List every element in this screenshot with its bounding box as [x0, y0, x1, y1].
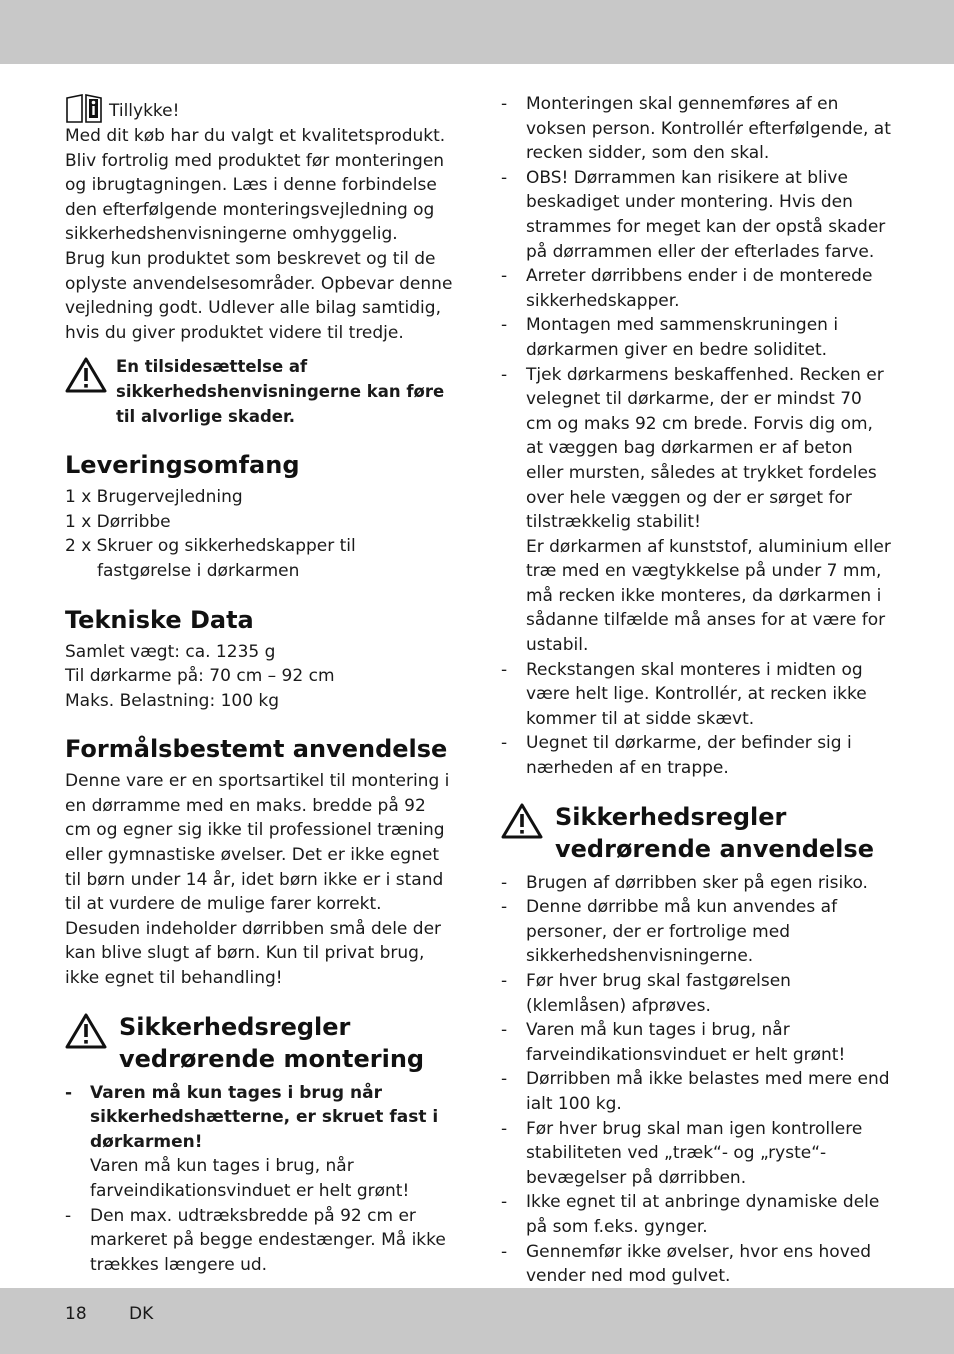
mounting-title-line-2: vedrørende montering — [119, 1044, 425, 1073]
delivery-list — [65, 485, 453, 583]
tech-list — [65, 640, 453, 714]
mounting-title — [119, 1011, 424, 1075]
bullet-dash: - — [501, 364, 508, 385]
bullet-dash: - — [65, 1205, 72, 1226]
usage-list — [501, 871, 893, 1289]
list-item: 1 x Dørribbe — [65, 511, 171, 532]
list-item-text: Monteringen skal gennemføres af en voksen person. Kontrollér efterfølgende, at recken sidder, som den skal. — [526, 94, 891, 164]
list-item — [501, 1117, 893, 1191]
mounting-title-line-1: Sikkerhedsregler — [119, 1012, 351, 1041]
list-item-text: Tjek dørkarmens beskaffenhed. Recken er velegnet til dørkarme, der er mindst 70 cm og maks 92 cm brede. Forvis dig om, at væggen bag dørkarmen er af beton eller mursten, således at trykket fordeles over hele væggen og der er sørget for tilstrækkelig stabilit! — [526, 364, 884, 533]
list-item: 1 x Brugervejledning — [65, 487, 243, 508]
list-item-text: Gennemfør ikke øvelser, hvor ens hoved vender ned mod gulvet. — [526, 1241, 872, 1287]
list-item-text: Før hver brug skal fastgørelsen (klemlåsen) afprøves. — [526, 971, 791, 1016]
list-item: Til dørkarme på: 70 cm – 92 cm — [65, 666, 335, 687]
list-item: 2 x Skruer og sikkerhedskapper til fastgørelse i dørkarmen — [65, 536, 356, 581]
list-item — [501, 1190, 893, 1239]
mounting-first-bold: Varen må kun tages i brug når sikkerhedshætterne, er skruet fast i dørkarmen! — [90, 1082, 439, 1152]
bullet-dash: - — [501, 872, 508, 893]
list-item — [501, 1067, 893, 1116]
list-item — [501, 895, 893, 969]
list-item: Maks. Belastning: 100 kg — [65, 690, 280, 711]
warning-triangle-icon — [65, 357, 107, 393]
intro-heading — [65, 92, 453, 124]
bullet-dash: - — [501, 266, 508, 287]
tech-title: Tekniske Data — [65, 605, 254, 634]
list-item — [501, 1240, 893, 1289]
list-item — [501, 658, 893, 732]
list-item-text: Montagen med sammenskruningen i dørkarmen giver en bedre soliditet. — [526, 315, 839, 360]
bullet-dash: - — [501, 733, 508, 754]
list-item-text: Før hver brug skal man igen kontrollere stabiliteten ved „træk“- og „ryste“- bevægelser på dørribben. — [526, 1118, 863, 1188]
list-item — [501, 969, 893, 1018]
bullet-dash: - — [501, 167, 508, 188]
right-column — [501, 92, 893, 1289]
usage-title — [555, 801, 874, 865]
bullet-dash: - — [501, 1118, 508, 1139]
list-item — [501, 313, 893, 362]
warning-triangle-icon — [65, 1013, 107, 1049]
intro-paragraph-2: Brug kun produktet som beskrevet og til de oplyste anvendelsesområder. Opbevar denne vejledning godt. Udlever alle bilag samtidig, hvis du giver produktet videre til tredje. — [65, 248, 453, 343]
list-item-text: Ikke egnet til at anbringe dynamiske dele på som f.eks. gynger. — [526, 1192, 880, 1237]
intro-paragraph-1: Med dit køb har du valgt et kvalitetsprodukt. Bliv fortrolig med produktet før monteringen og ibrugtagningen. Læs i denne forbindelse den efterfølgende monteringsvejledning og sikkerhedshenvisningerne omhyggelig. — [65, 126, 446, 245]
purpose-title: Formålsbestemt anvendelse — [65, 735, 448, 764]
usage-title-line-2: vedrørende anvendelse — [555, 834, 874, 863]
warning-text: En tilsidesættelse af sikkerhedshenvisningerne kan føre til alvorlige skader. — [116, 357, 445, 426]
serious-injury-warning — [65, 355, 453, 429]
list-item — [65, 1081, 453, 1204]
list-item — [501, 166, 893, 264]
list-item: Samlet vægt: ca. 1235 g — [65, 641, 276, 662]
bullet-dash: - — [501, 315, 508, 336]
list-item-extra: Er dørkarmen af kunststof, aluminium eller træ med en vægtykkelse på under 7 mm, må recken ikke monteres, da dørkarmen i sådanne tilfælde må anses for at være for ustabil. — [526, 536, 891, 656]
page-number: 18 — [65, 1304, 87, 1324]
list-item — [501, 731, 893, 780]
bullet-dash: - — [501, 971, 508, 991]
list-item-text: Dørribben må ikke belastes med mere end ialt 100 kg. — [526, 1069, 890, 1114]
list-item — [501, 264, 893, 313]
list-item-text: Denne dørribbe må kun anvendes af personer, der er fortrolige med sikkerhedshenvisningerne. — [526, 897, 838, 967]
usage-heading — [501, 801, 893, 865]
list-item — [501, 871, 893, 896]
bullet-dash: - — [501, 659, 508, 680]
mounting-list-right — [501, 92, 893, 781]
list-item — [65, 1204, 453, 1278]
list-item — [501, 363, 893, 658]
usage-title-line-1: Sikkerhedsregler — [555, 802, 787, 831]
mounting-list-left — [65, 1081, 453, 1278]
language-code: DK — [129, 1304, 154, 1324]
delivery-title: Leveringsomfang — [65, 451, 300, 480]
list-item — [501, 1018, 893, 1067]
list-item-text: Brugen af dørribben sker på egen risiko. — [526, 872, 868, 893]
bullet-dash: - — [501, 1241, 508, 1262]
list-item-text: Varen må kun tages i brug, når farveindikationsvinduet er helt grønt! — [526, 1020, 846, 1065]
mounting-heading — [65, 1011, 453, 1075]
bullet-dash: - — [501, 1192, 508, 1213]
info-book-icon — [65, 92, 103, 124]
mounting-first-normal: Varen må kun tages i brug, når farveindikationsvinduet er helt grønt! — [90, 1156, 410, 1201]
list-item-text: Arreter dørribbens ender i de monterede sikkerhedskapper. — [526, 266, 873, 311]
list-item-text: Reckstangen skal monteres i midten og være helt lige. Kontrollér, at recken ikke kommer til at sidde skævt. — [526, 659, 867, 729]
purpose-text: Denne vare er en sportsartikel til montering i en dørramme med en maks. bredde på 92 cm og egner sig ikke til professionel træning eller gymnastiske øvelser. Det er ikke egnet til børn under 14 år, idet børn ikke er i stand til at vurdere de mulige farer korrekt. Desuden indeholder dørribben små dele der kan blive slugt af børn. Kun til privat brug, ikke egnet til behandling! — [65, 771, 450, 989]
bullet-dash: - — [501, 1069, 508, 1090]
bullet-dash: - — [501, 1020, 508, 1041]
bullet-dash: - — [65, 1082, 73, 1103]
list-item-text: Uegnet til dørkarme, der befinder sig i nærheden af en trappe. — [526, 733, 852, 779]
bullet-dash: - — [501, 897, 508, 918]
list-item-text: Den max. udtræksbredde på 92 cm er markeret på begge endestænger. Må ikke trækkes længere ud. — [90, 1205, 446, 1275]
list-item-text: OBS! Dørrammen kan risikere at blive beskadiget under montering. Hvis den strammes for meget kan der opstå skader på dørrammen eller der efterlades farve. — [526, 167, 886, 262]
warning-triangle-icon — [501, 803, 543, 839]
header-bar — [0, 0, 954, 64]
left-column — [65, 92, 453, 1277]
list-item — [501, 92, 893, 166]
greeting-text: Tillykke! — [109, 101, 180, 122]
bullet-dash: - — [501, 94, 508, 114]
